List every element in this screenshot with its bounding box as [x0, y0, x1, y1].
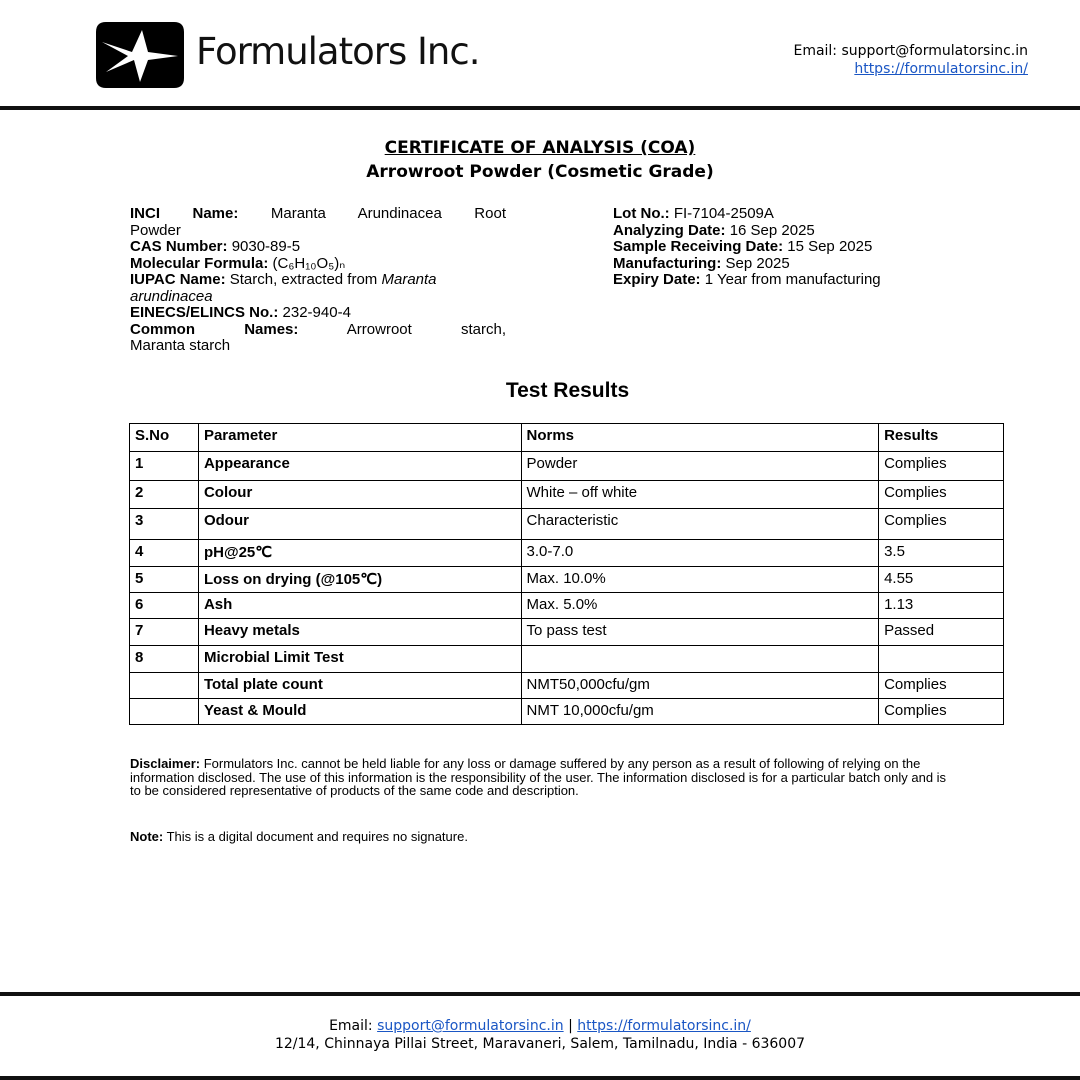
- header-email: Email: support@formulatorsinc.in: [793, 43, 1028, 59]
- manufacturing-row: [613, 256, 881, 273]
- col-header-results: Results: [879, 424, 1004, 452]
- cell-norms: Powder: [521, 452, 879, 481]
- cell-parameter: pH@25℃: [198, 540, 521, 567]
- cell-sno: [130, 673, 199, 699]
- einecs-row: [130, 305, 506, 322]
- common-value-cont: Maranta starch: [130, 337, 231, 354]
- cell-parameter: Microbial Limit Test: [198, 646, 521, 673]
- formula-value: (C₆H₁₀O₅)ₙ: [272, 254, 346, 272]
- footer-contact: [0, 1017, 1080, 1035]
- formula-row: [130, 256, 506, 273]
- cell-parameter: Appearance: [198, 452, 521, 481]
- cell-result: 4.55: [879, 567, 1004, 593]
- expiry-value: 1 Year from manufacturing: [704, 271, 881, 288]
- iupac-species: arundinacea: [130, 287, 213, 305]
- cell-norms: Max. 10.0%: [521, 567, 879, 593]
- table-row: [130, 699, 1004, 725]
- batch-info: [613, 206, 881, 289]
- product-info: [130, 206, 506, 355]
- table-header-row: [130, 424, 1004, 452]
- note-label: Note:: [130, 829, 164, 844]
- cell-parameter: Odour: [198, 509, 521, 540]
- cell-norms: 3.0-7.0: [521, 540, 879, 567]
- cell-sno: 3: [130, 509, 199, 540]
- receiving-label: Sample Receiving Date:: [613, 238, 784, 255]
- col-header-norms: Norms: [521, 424, 879, 452]
- common-value-2: starch,: [461, 320, 507, 338]
- cell-norms: White – off white: [521, 481, 879, 509]
- cell-parameter: Colour: [198, 481, 521, 509]
- page-bottom-border: [0, 1076, 1080, 1080]
- cell-sno: 5: [130, 567, 199, 593]
- inci-value: Maranta Arundinacea Root: [270, 205, 506, 222]
- cas-row: [130, 239, 506, 256]
- cell-sno: 6: [130, 593, 199, 619]
- footer-address: 12/14, Chinnaya Pillai Street, Maravaneri, Salem, Tamilnadu, India - 636007: [274, 1036, 806, 1052]
- lot-value: FI-7104-2509A: [673, 205, 774, 222]
- disclaimer-text: Formulators Inc. cannot be held liable for any loss or damage suffered by any person as a result of following of relying on the information disclosed. The use of this information is the responsibility of the user. The information disclosed is for a particular batch only and is to be considered representative of products of the same code and description.: [130, 756, 947, 798]
- common-label-1: Common: [130, 320, 195, 338]
- test-results-heading: Test Results: [505, 379, 630, 402]
- receiving-row: [613, 239, 881, 256]
- cell-sno: 2: [130, 481, 199, 509]
- lot-label: Lot No.:: [613, 205, 670, 222]
- cell-parameter: Loss on drying (@105℃): [198, 567, 521, 593]
- footer-email-link[interactable]: support@formulatorsinc.in: [377, 1018, 564, 1034]
- common-names-row: [130, 322, 506, 339]
- cell-norms: Characteristic: [521, 509, 879, 540]
- inci-name-row: [130, 206, 506, 223]
- expiry-label: Expiry Date:: [613, 271, 701, 288]
- cell-result: Complies: [879, 509, 1004, 540]
- cell-result: Complies: [879, 452, 1004, 481]
- disclaimer: [130, 757, 950, 798]
- manufacturing-label: Manufacturing:: [613, 254, 722, 272]
- iupac-label: IUPAC Name:: [130, 271, 226, 288]
- manufacturing-value: Sep 2025: [725, 254, 790, 272]
- analyzing-row: [613, 223, 881, 240]
- cell-parameter: Ash: [198, 593, 521, 619]
- cell-result: Complies: [879, 673, 1004, 699]
- table-row: [130, 509, 1004, 540]
- header-divider: [0, 106, 1080, 110]
- expiry-row: [613, 272, 881, 289]
- footer-separator: |: [568, 1018, 573, 1034]
- iupac-row: [130, 272, 506, 289]
- header-website-link[interactable]: https://formulatorsinc.in/: [854, 61, 1028, 77]
- cell-sno: 7: [130, 619, 199, 646]
- header-contact: [793, 42, 1028, 78]
- cell-parameter: Yeast & Mould: [198, 699, 521, 725]
- formulators-logo-icon: [96, 22, 184, 88]
- analyzing-value: 16 Sep 2025: [729, 221, 815, 239]
- results-table: [129, 423, 1004, 725]
- table-row: [130, 540, 1004, 567]
- cell-result: Complies: [879, 481, 1004, 509]
- cell-result: Passed: [879, 619, 1004, 646]
- cell-result: 1.13: [879, 593, 1004, 619]
- footer-website-link[interactable]: https://formulatorsinc.in/: [577, 1018, 751, 1034]
- cell-sno: 8: [130, 646, 199, 673]
- cell-sno: [130, 699, 199, 725]
- footer: [0, 1017, 1080, 1053]
- cell-sno: 1: [130, 452, 199, 481]
- formula-label: Molecular Formula:: [130, 254, 269, 272]
- cell-norms: NMT50,000cfu/gm: [521, 673, 879, 699]
- document-title: CERTIFICATE OF ANALYSIS (COA): [384, 138, 696, 158]
- col-header-parameter: Parameter: [198, 424, 521, 452]
- cell-parameter: Heavy metals: [198, 619, 521, 646]
- iupac-genus: Maranta: [381, 271, 437, 288]
- common-label-2: Names:: [244, 320, 299, 338]
- table-row: [130, 567, 1004, 593]
- cell-norms: NMT 10,000cfu/gm: [521, 699, 879, 725]
- note: [130, 829, 468, 844]
- inci-value-cont: Powder: [130, 221, 181, 239]
- receiving-value: 15 Sep 2025: [787, 238, 873, 255]
- table-row: [130, 673, 1004, 699]
- product-subtitle: Arrowroot Powder (Cosmetic Grade): [366, 162, 714, 182]
- common-value-1: Arrowroot: [346, 320, 412, 338]
- cas-value: 9030-89-5: [231, 238, 301, 255]
- cell-result: 3.5: [879, 540, 1004, 567]
- table-row: [130, 593, 1004, 619]
- col-header-sno: S.No: [130, 424, 199, 452]
- table-row: [130, 481, 1004, 509]
- table-row: [130, 646, 1004, 673]
- cell-parameter: Total plate count: [198, 673, 521, 699]
- iupac-value: Starch, extracted from: [229, 271, 378, 288]
- cas-label: CAS Number:: [130, 238, 228, 255]
- table-row: [130, 452, 1004, 481]
- cell-norms: To pass test: [521, 619, 879, 646]
- cell-result: Complies: [879, 699, 1004, 725]
- einecs-label: EINECS/ELINCS No.:: [130, 304, 279, 321]
- cell-sno: 4: [130, 540, 199, 567]
- note-text: This is a digital document and requires no signature.: [166, 829, 468, 844]
- footer-divider: [0, 992, 1080, 996]
- analyzing-label: Analyzing Date:: [613, 221, 726, 239]
- disclaimer-label: Disclaimer:: [130, 756, 201, 771]
- lot-row: [613, 206, 881, 223]
- inci-label: INCI Name:: [130, 205, 239, 222]
- footer-email-prefix: Email:: [329, 1018, 373, 1034]
- einecs-value: 232-940-4: [282, 304, 351, 321]
- cell-result: [879, 646, 1004, 673]
- cell-norms: [521, 646, 879, 673]
- table-row: [130, 619, 1004, 646]
- company-name: Formulators Inc.: [196, 30, 480, 73]
- cell-norms: Max. 5.0%: [521, 593, 879, 619]
